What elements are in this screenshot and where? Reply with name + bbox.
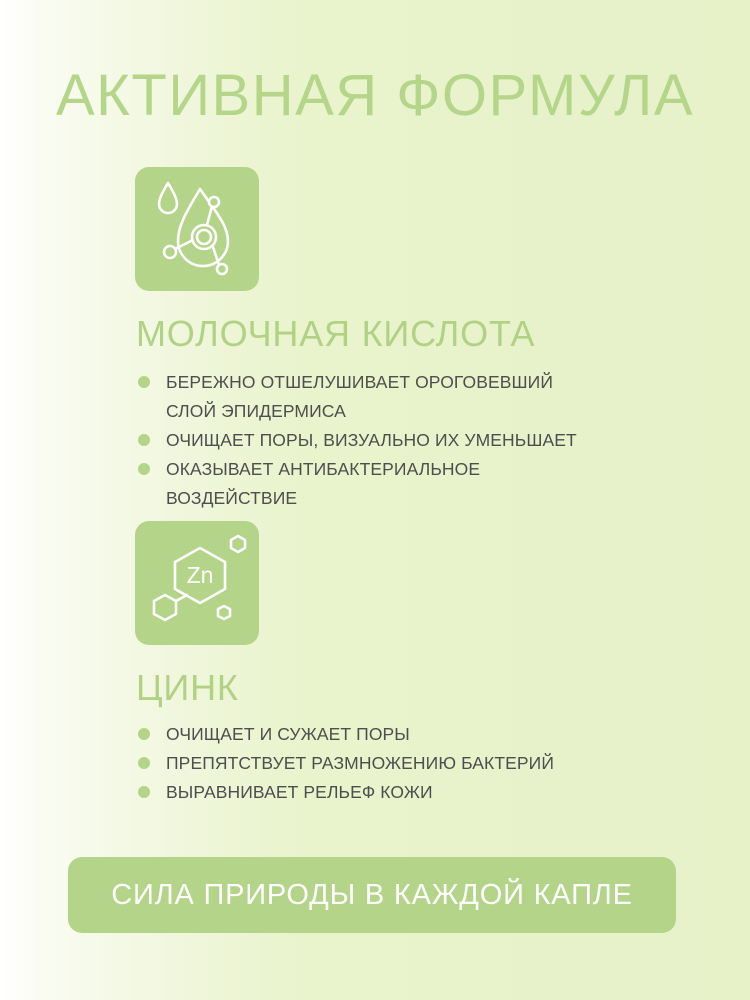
zinc-hexagon-icon: [135, 521, 259, 645]
bullet-dot-icon: [138, 786, 150, 798]
lactic-acid-benefits-list: [138, 368, 578, 513]
zinc-symbol-text: Zn: [186, 562, 214, 588]
drop-molecule-icon: [135, 167, 259, 291]
section-heading-lactic-acid: МОЛОЧНАЯ КИСЛОТА: [136, 313, 536, 354]
list-item: ОКАЗЫВАЕТ АНТИБАКТЕРИАЛЬНОЕ ВОЗДЕЙСТВИЕ: [138, 455, 578, 513]
list-item: ВЫРАВНИВАЕТ РЕЛЬЕФ КОЖИ: [138, 778, 598, 807]
list-item: БЕРЕЖНО ОТШЕЛУШИВАЕТ ОРОГОВЕВШИЙ СЛОЙ ЭПИДЕРМИСА: [138, 368, 578, 426]
bullet-dot-icon: [138, 434, 150, 446]
section-heading-zinc: ЦИНК: [136, 667, 239, 708]
bullet-dot-icon: [138, 757, 150, 769]
page-title: АКТИВНАЯ ФОРМУЛА: [55, 63, 695, 128]
bullet-dot-icon: [138, 376, 150, 388]
list-item: ОЧИЩАЕТ ПОРЫ, ВИЗУАЛЬНО ИХ УМЕНЬШАЕТ: [138, 426, 578, 455]
zinc-benefits-list: [138, 720, 598, 807]
slogan-banner: СИЛА ПРИРОДЫ В КАЖДОЙ КАПЛЕ: [68, 857, 676, 933]
list-item: ОЧИЩАЕТ И СУЖАЕТ ПОРЫ: [138, 720, 598, 749]
list-item: ПРЕПЯТСТВУЕТ РАЗМНОЖЕНИЮ БАКТЕРИЙ: [138, 749, 598, 778]
bullet-dot-icon: [138, 728, 150, 740]
bullet-dot-icon: [138, 463, 150, 475]
